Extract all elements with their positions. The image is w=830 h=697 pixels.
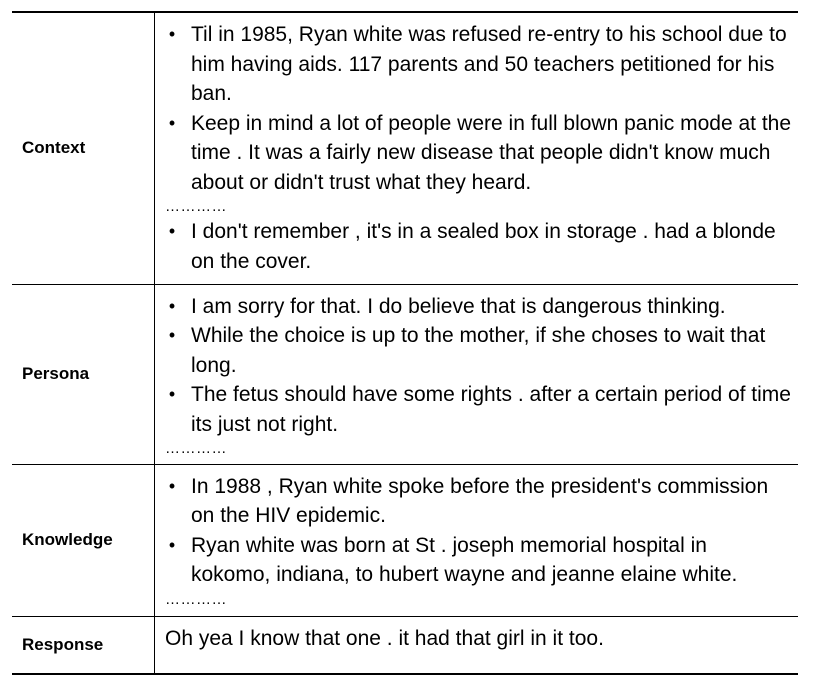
- context-row: [12, 12, 798, 284]
- ellipsis: …………: [165, 198, 227, 215]
- list-item: [165, 380, 792, 439]
- context-list: [165, 20, 792, 276]
- list-item: [165, 109, 792, 198]
- bullet-icon: •: [168, 534, 176, 555]
- response-content: [155, 616, 799, 674]
- knowledge-label: Knowledge: [12, 464, 155, 616]
- list-item-text: While the choice is up to the mother, if she choses to wait that long.: [191, 324, 766, 377]
- list-item: [165, 531, 792, 590]
- ellipsis: …………: [165, 440, 227, 457]
- response-label: Response: [12, 616, 155, 674]
- bullet-icon: •: [168, 475, 176, 496]
- bullet-icon: •: [168, 221, 176, 241]
- list-item: [165, 321, 792, 380]
- list-item-text: Keep in mind a lot of people were in full blown panic mode at the time . It was a fairly new disease that people didn't know much about or didn't trust what they heard.: [191, 111, 792, 194]
- knowledge-row: [12, 464, 798, 616]
- persona-row: [12, 284, 798, 464]
- persona-list: [165, 292, 792, 460]
- knowledge-list: [165, 472, 792, 610]
- list-item: [165, 217, 792, 276]
- bullet-icon: •: [168, 295, 176, 316]
- list-item-text: Ryan white was born at St . joseph memorial hospital in kokomo, indiana, to hubert wayne and jeanne elaine white.: [191, 533, 738, 586]
- list-item-text: Til in 1985, Ryan white was refused re-entry to his school due to him having aids. 117 parents and 50 teachers petitioned for his ban.: [191, 23, 787, 105]
- response-text: Oh yea I know that one . it had that girl in it too.: [165, 626, 604, 650]
- bullet-icon: •: [168, 384, 176, 404]
- bullet-icon: •: [168, 325, 176, 345]
- list-item: [165, 472, 792, 531]
- context-content: [155, 12, 799, 284]
- bullet-icon: •: [168, 112, 176, 133]
- list-item-text: I am sorry for that. I do believe that is dangerous thinking.: [191, 294, 726, 318]
- response-row: [12, 616, 798, 674]
- list-item: [165, 292, 792, 322]
- knowledge-content: [155, 464, 799, 616]
- ellipsis: …………: [165, 590, 227, 608]
- list-item: [165, 20, 792, 109]
- list-item-text: I don't remember , it's in a sealed box in storage . had a blonde on the cover.: [191, 220, 776, 273]
- persona-content: [155, 284, 799, 464]
- bullet-icon: •: [168, 24, 176, 44]
- dialogue-example-table: [12, 11, 798, 675]
- list-item-text: In 1988 , Ryan white spoke before the president's commission on the HIV epidemic.: [191, 474, 769, 527]
- context-label: Context: [12, 12, 155, 284]
- list-item-text: The fetus should have some rights . after a certain period of time its just not right.: [191, 383, 791, 436]
- persona-label: Persona: [12, 284, 155, 464]
